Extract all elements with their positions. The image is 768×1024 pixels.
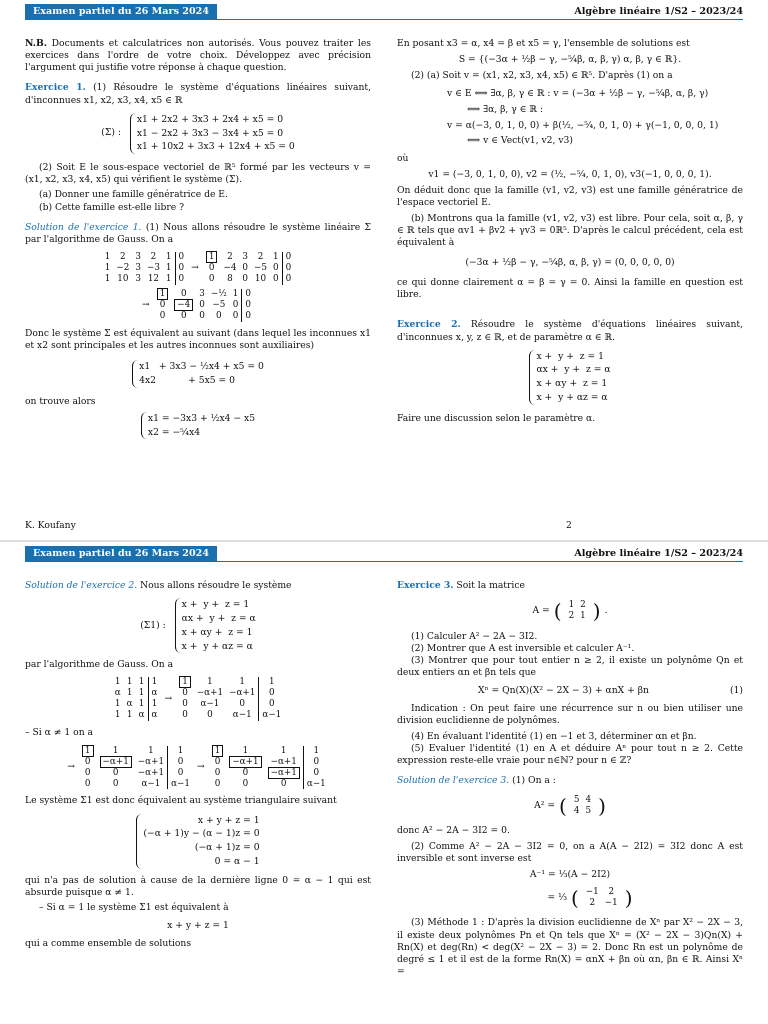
arrow-icon: → (191, 262, 199, 274)
arrow-icon: → (164, 693, 173, 705)
system-line: x1 + 10x2 + 3x3 + 12x4 + x5 = 0 (136, 141, 295, 153)
solution-2-text: Nous allons résoudre le système (140, 580, 292, 591)
arrow-icon: → (197, 761, 205, 773)
matrix-A2-def (397, 793, 743, 819)
paren-left-icon: ( (559, 794, 567, 819)
triangular-matrix: 1 1 1 1 0 −α+1 −α+1 0 0 0 −α+1 0 0 0 0 α−1 (209, 746, 329, 790)
exercise-3-q2: (2) Montrer que A est inversible et calculer A⁻¹. (411, 642, 635, 654)
system-line: x + y + z = 1 (181, 599, 250, 611)
inverse-factor: = ⅓ (547, 892, 567, 904)
solution-2-label: Solution de l'exercice 2. (25, 580, 138, 591)
paren-right-icon: ) (598, 794, 606, 819)
solution-3-label: Solution de l'exercice 3. (397, 774, 510, 786)
page-number: 2 (566, 520, 572, 531)
exam-tag: Examen partiel du 26 Mars 2024 (25, 4, 217, 20)
nb-paragraph (25, 38, 371, 74)
reduced-system (25, 360, 371, 388)
system-line: x1 + 2x2 + 3x3 + 2x4 + x5 = 0 (136, 113, 284, 125)
identity-1-number: (1) (729, 685, 743, 697)
exercise-1 (25, 82, 371, 106)
gauss-matrices-4 (25, 746, 371, 790)
indication-text: Indication : On peut faire une récurrence sur n ou bien utiliser une division euclidienne de polynômes. (397, 703, 743, 727)
basis-vectors: v1 = (−3, 0, 1, 0, 0), v2 = (½, −⁵⁄₄, 0, 1, 0), v3(−1, 0, 0, 0, 1). (428, 169, 712, 181)
matrix-A: 1 2 2 1 (568, 600, 586, 622)
system-line: (−α + 1)y − (α − 1)z = 0 (143, 828, 260, 840)
triangular-system (25, 814, 371, 869)
exercise-2-label: Exercice 2. (397, 319, 461, 331)
right-column (397, 580, 743, 981)
step-matrix: 1 1 1 1 0 −α+1 −α+1 0 0 0 −α+1 0 0 0 α−1 α−1 (79, 746, 193, 790)
system-sigma (25, 113, 371, 154)
system-line: αx + y + z = α (536, 364, 611, 376)
matrix-A2-label: A² = (534, 800, 556, 812)
system-sigma1-body (175, 598, 256, 653)
left-column (25, 580, 371, 954)
system-line: αx + y + z = α (181, 612, 256, 624)
exercise-2-text: Résoudre le système d'équations linéaires suivant, d'inconnues x, y, z ∈ ℝ, et de paramètre α ∈ ℝ. (397, 319, 744, 343)
system-line: x1 = −3x3 + ½x4 − x5 (147, 412, 256, 424)
solution-1 (25, 222, 371, 246)
reduced-system-body (132, 360, 264, 388)
system-sigma1-name: (Σ1) : (140, 619, 166, 631)
triangular-system-body (136, 814, 259, 869)
solution-3 (397, 775, 743, 787)
exercise-3 (397, 580, 743, 592)
echelon-matrix: 1 0 3 −½ 1 0 0 −4 0 −5 0 0 0 0 0 0 0 0 (154, 289, 254, 322)
case-2-equation: x + y + z = 1 (167, 920, 229, 932)
page-2 (0, 542, 768, 1024)
paren-right-icon: ) (624, 886, 633, 911)
solution-1-label: Solution de l'exercice 1. (25, 221, 142, 233)
exercise-2 (397, 319, 743, 343)
exam-tag: Examen partiel du 26 Mars 2024 (25, 546, 217, 562)
gauss-matrices-2 (25, 289, 371, 322)
matrix-A-def: A = ( 1 2 2 1 ) . (532, 599, 608, 624)
solution-2 (25, 580, 371, 592)
system-sigma-body (130, 113, 295, 154)
system-line: x + αy + z = 1 (181, 626, 253, 638)
method-1-text: (3) Méthode 1 : D'après la division euclidienne de Xⁿ par X² − 2X − 3, il existe deux polynômes Pn et Qn tels que Xⁿ = (X² − 2X − 3)Qn(X) + Rn(X) et deg(Rn) < deg(X² − 2X − 3) = 2. Donc Rn est un polynôme de degré ≤ 1 et il est de la forme Rn(X) = αnX + βn où αn, βn ∈ ℝ. Ainsi Xⁿ = (397, 917, 743, 977)
matrix-A-label: A = (532, 605, 550, 617)
exercise-1-q2a: (a) Donner une famille génératrice de E. (39, 189, 228, 201)
gauss-matrices-1 (25, 252, 371, 285)
paren-right-icon: ) (592, 599, 601, 624)
exercise-1-q2b: (b) Cette famille est-elle libre ? (39, 201, 184, 213)
inverse-line-2 (437, 885, 743, 911)
paren-left-icon: ( (553, 599, 562, 624)
nb-text: Documents et calculatrices non autorisés. Vous pouvez traiter les exercices dans l'ordre de votre choix. Développez avec précision l'argument qui justifie votre réponse à chaque question. (25, 38, 372, 74)
generatrice-conclusion: On déduit donc que la famille (v1, v2, v3) est une famille génératrice de l'espace vectoriel E. (397, 185, 743, 209)
zero-equation: (−3α + ½β − γ, −⁵⁄₄β, α, β, γ) = (0, 0, 0, 0, 0) (465, 256, 675, 268)
q2a-text: (2) (a) Soit v = (x1, x2, x3, x4, x5) ∈ ℝ⁵. D'après (1) on a (411, 70, 673, 82)
exercise-2-system (397, 350, 743, 405)
augmented-matrix-2: 1 1 1 1 α 1 1 α 1 α 1 1 1 1 α α (114, 677, 158, 721)
solution-1-text: (1) Nous allons résoudre le système linéaire Σ par l'algorithme de Gauss. On a (25, 221, 371, 245)
gauss-conclusion: Donc le système Σ est équivalent au suivant (dans lequel les inconnues x1 et x2 sont principales et les autres inconnues sont auxiliaires) (25, 327, 371, 351)
ou-text: où (397, 152, 409, 164)
augmented-matrix: 1 2 3 2 1 0 1 −2 3 −3 1 0 1 10 3 12 1 0 (104, 251, 185, 284)
reduced-matrix: 1 2 3 2 1 0 0 −4 0 −5 0 0 0 8 0 10 0 0 (203, 252, 294, 285)
ensemble-text: qui a comme ensemble de solutions (25, 938, 192, 950)
system-line: x1 + 3x3 − ½x4 + x5 = 0 (139, 361, 264, 373)
system-line: x + αy + z = 1 (536, 378, 608, 390)
pose-text: En posant x3 = α, x4 = β et x5 = γ, l'ensemble de solutions est (397, 38, 690, 49)
result-system (25, 412, 371, 440)
inverse-line-1: A⁻¹ = ⅓(A − 2I2) (529, 868, 611, 880)
matrix-A-inverse: −1 2 2 −1 (585, 887, 618, 909)
system-sigma-name: (Σ) : (101, 127, 121, 139)
no-solution-text: qui n'a pas de solution à cause de la dernière ligne 0 = α − 1 qui est absurde puisque α ≠ 1. (25, 874, 371, 898)
page-header (25, 546, 743, 562)
exercise-3-q3: (3) Montrer que pour tout entier n ≥ 2, il existe un polynôme Qn et deux entiers αn et βn tels que (397, 654, 743, 678)
course-title: Algèbre linéaire 1/S2 – 2023/24 (574, 548, 743, 559)
system-line: 4x2 + 5x5 = 0 (139, 374, 236, 386)
reduced-matrix-2: 1 1 1 1 0 −α+1 −α+1 0 0 α−1 0 0 0 0 α−1 α−1 (176, 677, 284, 721)
equiv-text: Le système Σ1 est donc équivalent au système triangulaire suivant (25, 795, 337, 807)
on-trouve: on trouve alors (25, 395, 96, 407)
paren-left-icon: ( (570, 886, 579, 911)
chain-line: ⟺ ∃α, β, γ ∈ ℝ : (467, 104, 544, 116)
exercise-3-q1: (1) Calculer A² − 2A − 3I2. (411, 630, 538, 642)
exercise-1-text: (1) Résoudre le système d'équations linéaires suivant, d'inconnues x1, x2, x3, x4, x5 ∈ ℝ (25, 82, 372, 106)
case-alpha-ne-1: – Si α ≠ 1 on a (25, 727, 94, 739)
exercise-3-label: Exercice 3. (397, 580, 454, 591)
author: K. Koufany (25, 520, 76, 531)
exercise-1-q2: (2) Soit E le sous-espace vectoriel de ℝ⁵ formé par les vecteurs v = (x1, x2, x3, x4, x5) qui vérifient le système (Σ). (25, 162, 371, 186)
solution-3-text: (1) On a : (512, 774, 556, 786)
system-line: 0 = α − 1 (214, 856, 260, 868)
exercise-3-text: Soit la matrice (456, 580, 525, 591)
matrix-A2: 5 4 4 5 (573, 795, 592, 817)
system-line: x2 = −⁵⁄₄x4 (147, 426, 201, 438)
left-column (25, 38, 371, 443)
course-title: Algèbre linéaire 1/S2 – 2023/24 (574, 6, 743, 17)
page-header (25, 4, 743, 20)
system-sigma1 (25, 598, 371, 653)
result-system-body (141, 412, 255, 440)
exercise-3-q4: (4) En évaluant l'identité (1) en −1 et 3, déterminer αn et βn. (411, 730, 697, 742)
libre-conclusion: ce qui donne clairement α = β = γ = 0. Ainsi la famille en question est libre. (397, 277, 743, 301)
chain-line: v = α(−3, 0, 1, 0, 0) + β(½, −⁵⁄₄, 0, 1, 0) + γ(−1, 0, 0, 0, 1) (447, 119, 719, 131)
identity-1 (397, 685, 743, 697)
gauss-matrices-3 (25, 677, 371, 721)
q2b-text: (b) Montrons qua la famille (v1, v2, v3) est libre. Pour cela, soit α, β, γ ∈ ℝ tels que αv1 + βv2 + γv3 = 0ℝ⁵. D'après le calcul précédent, cela est équivalent à (397, 212, 743, 248)
equivalence-chain (447, 86, 743, 149)
system-line: x + y + αz = α (181, 640, 253, 652)
exercise-2-discussion: Faire une discussion selon le paramètre α. (397, 412, 596, 424)
system-line: x + y + z = 1 (536, 350, 604, 362)
inverse-text: (2) Comme A² − 2A − 3I2 = 0, on a A(A − 2I2) = 3I2 donc A est inversible et sont inverse est (397, 840, 743, 864)
chain-line: v ∈ E ⟺ ∃α, β, γ ∈ ℝ : v = (−3α + ½β − γ, −⁵⁄₄β, α, β, γ) (447, 88, 709, 100)
exercise-2-system-body (529, 350, 610, 405)
arrow-icon: → (141, 299, 150, 311)
identity-1-formula: Xⁿ = Qn(X)(X² − 2X − 3) + αnX + βn (478, 685, 649, 697)
right-column (397, 38, 743, 428)
gauss-intro: par l'algorithme de Gauss. On a (25, 659, 174, 671)
exercise-3-q5: (5) Evaluer l'identité (1) en A et déduire Aⁿ pour tout n ≥ 2. Cette expression reste-elle vraie pour n∈ℕ? pour n ∈ ℤ? (397, 742, 743, 766)
exercise-1-label: Exercice 1. (25, 82, 86, 94)
system-line: x + y + z = 1 (197, 814, 260, 826)
donc-text: donc A² − 2A − 3I2 = 0. (397, 825, 510, 837)
nb-label: N.B. (25, 38, 47, 49)
case-alpha-eq-1: – Si α = 1 le système Σ1 est équivalent à (39, 902, 229, 914)
arrow-icon: → (67, 761, 75, 773)
system-line: x1 − 2x2 + 3x3 − 3x4 + x5 = 0 (136, 127, 284, 139)
solution-set: S = {(−3α + ½β − γ, −⁵⁄₄β, α, β, γ) α, β, γ ∈ ℝ}. (458, 54, 682, 66)
system-line: x + y + αz = α (536, 392, 608, 404)
system-line: (−α + 1)z = 0 (194, 842, 260, 854)
chain-line: ⟺ v ∈ Vect(v1, v2, v3) (467, 135, 573, 147)
